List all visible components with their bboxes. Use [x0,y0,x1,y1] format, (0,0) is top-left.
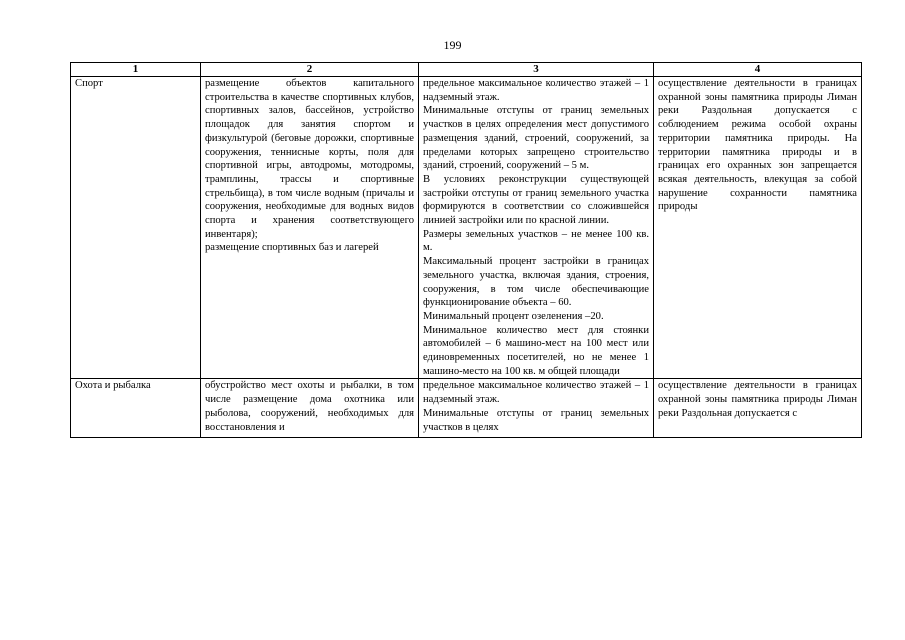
parameter-paragraph: В условиях реконструкции существующей застройки отступы от границ земельного участка формируются в соответствии со сложившейся линией застройки или по красной линии. [423,173,649,227]
parameter-paragraph: Максимальный процент застройки в границах земельного участка, включая здания, строения, сооружения, в том числе обеспечивающие функционирование объекта – 60. [423,256,649,309]
column-header-4: 4 [654,63,862,77]
restriction-paragraph: осуществление деятельности в границах охранной зоны памятника природы Лиман реки Раздольная допускается с соблюдением режима особой охраны территории памятника природы. На территории памятника природы и в границах его охранных зон запрещается всякая деятельность, влекущая за собой нарушение сохранности памятника природы [658,78,857,213]
parameters-cell [419,77,654,379]
parameter-paragraph: Размеры земельных участков – не менее 100 кв. м. [423,228,649,254]
parameter-paragraph: Минимальный процент озеленения –20. [423,310,604,322]
use-description-paragraph: обустройство мест охоты и рыбалки, в том числе размещение дома охотника или рыболова, сооружений, необходимых для восстановления и [205,380,414,433]
restriction-paragraph: осуществление деятельности в границах охранной зоны памятника природы Лиман реки Раздольная допускается с [658,380,857,419]
column-header-2: 2 [201,63,419,77]
table-row-hunting-fishing [71,379,862,438]
use-description-cell [201,379,419,438]
column-header-3: 3 [419,63,654,77]
use-description-paragraph: размещение спортивных баз и лагерей [205,242,379,254]
parameter-paragraph: Минимальные отступы от границ земельных участков в целях определения мест допустимого размещения зданий, строений, сооружений, за пределами которых запрещено строительство зданий, строений, сооружений – 5 м. [423,105,649,172]
parameter-paragraph: Минимальное количество мест для стоянки автомобилей – 6 машино-мест на 100 мест или единовременных посетителей, но не менее 1 машино-место на 100 кв. м общей площади [423,324,649,377]
use-description-cell [201,77,419,379]
use-description-paragraph: размещение объектов капитального строительства в качестве спортивных клубов, спортивных залов, бассейнов, устройство площадок для занятия спортом и физкультурой (беговые дорожки, спортивные сооружения, теннисные корты, поля для спортивной игры, автодромы, мотодромы, трамплины, трассы и спортивные стрельбища), в том числе водным (причалы и сооружения, необходимые для водных видов спорта и хранения соответствующего инвентаря); [205,78,414,240]
table-row-sport [71,77,862,379]
restrictions-cell [654,379,862,438]
use-type-name: Охота и рыбалка [71,379,201,438]
parameter-paragraph: предельное максимальное количество этажей – 1 надземный этаж. [423,380,649,406]
use-type-name: Спорт [71,77,201,379]
page-number: 199 [443,38,462,52]
column-header-1: 1 [71,63,201,77]
parameters-cell [419,379,654,438]
land-use-regulations-table [70,62,862,438]
parameter-paragraph: Минимальные отступы от границ земельных участков в целях [423,407,649,433]
table-header-row [71,63,862,77]
parameter-paragraph: предельное максимальное количество этажей – 1 надземный этаж. [423,78,649,103]
restrictions-cell [654,77,862,379]
